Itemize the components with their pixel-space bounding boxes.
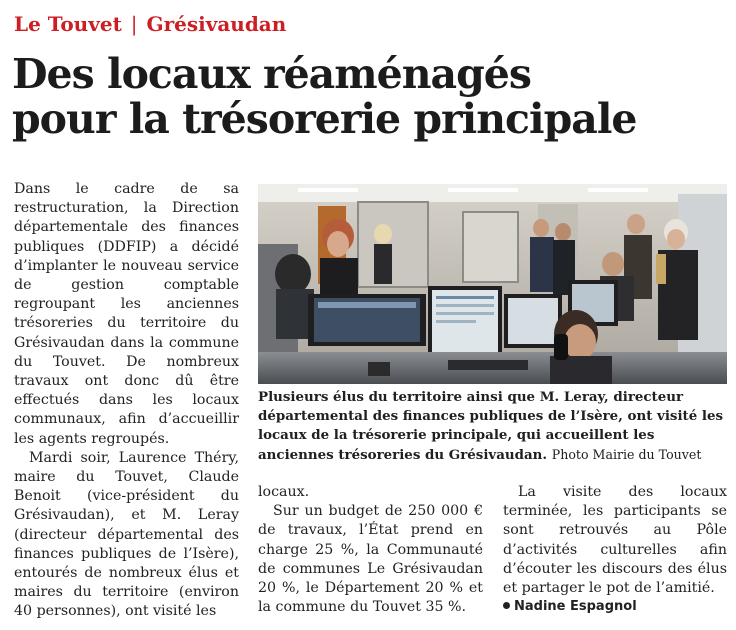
bullet-icon [503, 602, 510, 609]
paragraph-locaux: locaux. [258, 484, 310, 500]
article-column-3 [503, 483, 727, 598]
article-column-1 [14, 180, 239, 622]
paragraph-conclusion: La visite des locaux terminée, les participants se sont retrouvés au Pôle d’activités culturelles afin d’écouter les discours des élus et partager le pot de l’amitié. [503, 484, 727, 597]
article-headline [12, 52, 727, 142]
photo-caption [258, 388, 727, 465]
article-photo [258, 184, 727, 384]
article-column-2 [258, 483, 483, 617]
kicker-separator: | [130, 12, 138, 36]
headline-line-1: Des locaux réaménagés [12, 50, 531, 98]
paragraph-intro: Dans le cadre de sa restructuration, la Direction départementale des finances publiques (DDFIP) a décidé d’implanter le nouveau service de gestion comptable regroupant les anciennes trésoreries du territoire du Grésivaudan dans la commune du Touvet. De nombreux travaux ont donc dû être effectués dans les locaux communaux, afin d’accueillir les agents regroupés. [14, 181, 239, 447]
kicker-region: Grésivaudan [146, 12, 287, 36]
paragraph-visit: Mardi soir, Laurence Théry, maire du Touvet, Claude Benoit (vice-président du Grésivaudan), et M. Leray (directeur départemental des finances publiques de l’Isère), entourés de nombreux élus et maires du territoire (environ 40 personnes), ont visité les [14, 449, 239, 620]
author-byline [503, 599, 637, 614]
headline-line-2: pour la trésorerie principale [12, 95, 637, 143]
caption-text: Plusieurs élus du territoire ainsi que M. Leray, directeur départemental des finances publiques de l’Isère, ont visité les locaux de la trésorerie principale, qui accueillent les anciennes trésoreries du Grésivaudan. [258, 389, 724, 463]
paragraph-budget: Sur un budget de 250 000 € de travaux, l’État prend en charge 25 %, la Communauté de communes Le Grésivaudan 20 %, le Département 20 % et la commune du Touvet 35 %. [258, 503, 483, 616]
office-photo-illustration [258, 184, 727, 384]
photo-credit: Photo Mairie du Touvet [551, 447, 702, 462]
author-name: Nadine Espagnol [514, 599, 637, 614]
section-kicker [14, 12, 286, 36]
kicker-place: Le Touvet [14, 12, 122, 36]
